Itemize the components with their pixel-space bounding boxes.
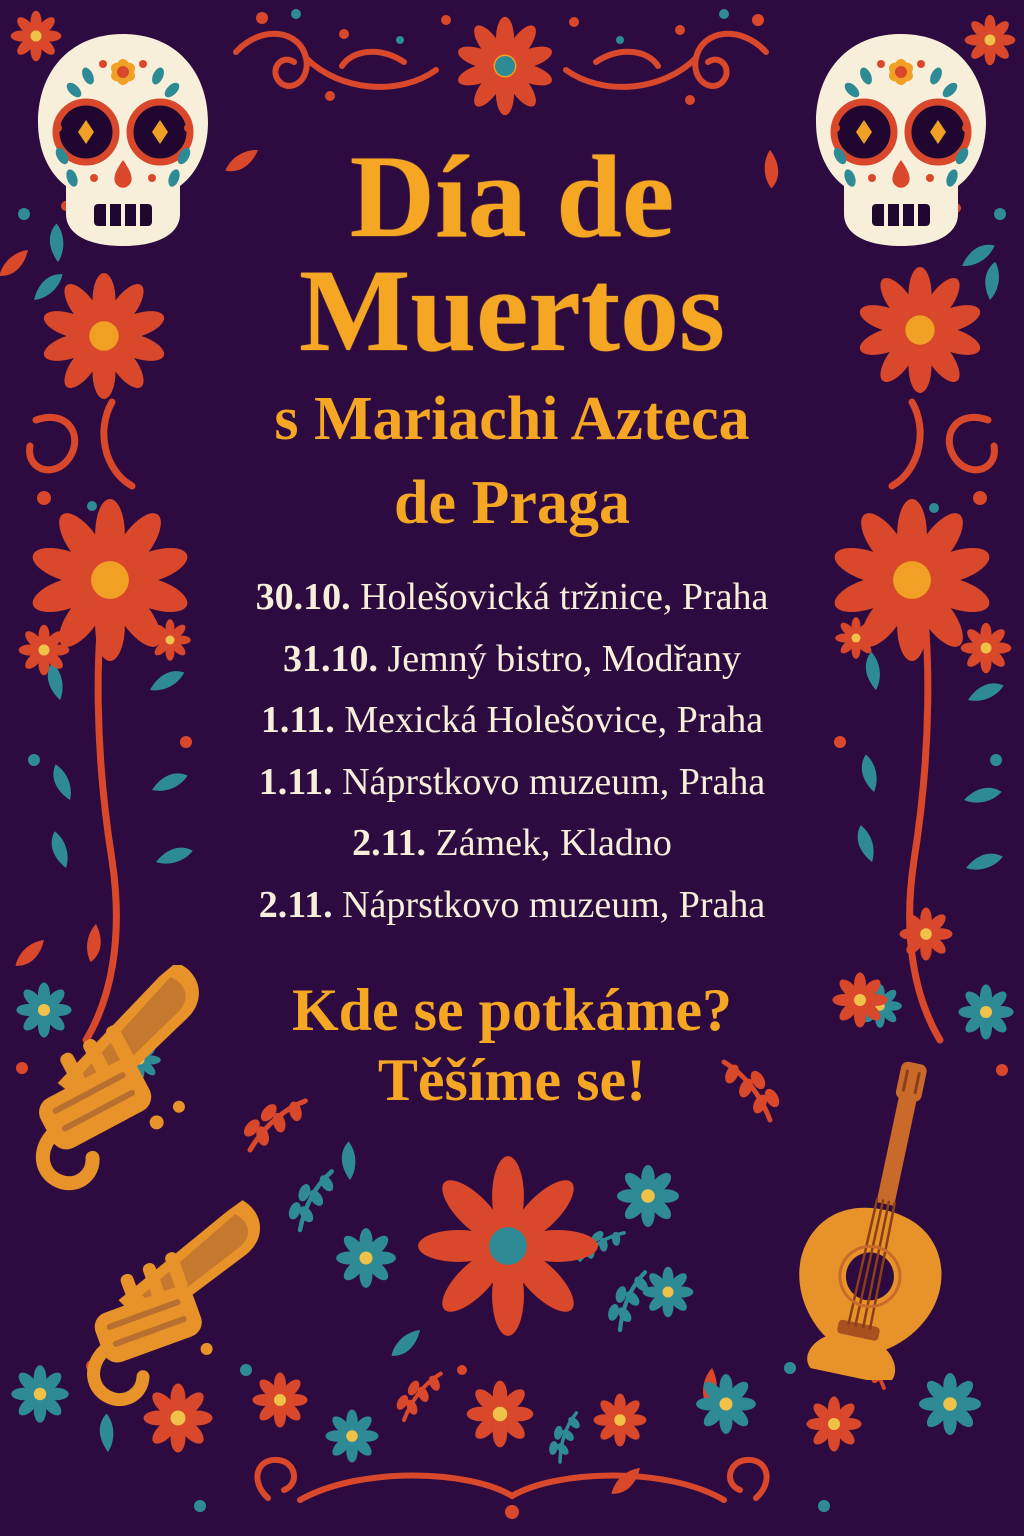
event-venue: Jemný bistro, Modřany — [387, 637, 742, 680]
event-date: 1.11. — [260, 699, 335, 742]
title-line-2: Muertos — [299, 245, 725, 377]
title-line-1: Día de — [349, 131, 675, 262]
event-date-list — [0, 567, 1024, 936]
event-date: 31.10. — [282, 637, 378, 680]
list-item — [0, 629, 1024, 691]
cta-line-2: Těšíme se! — [377, 1047, 647, 1114]
event-date: 1.11. — [258, 760, 333, 803]
list-item — [0, 567, 1024, 629]
call-to-action — [0, 975, 1024, 1115]
cta-line-1: Kde se potkáme? — [292, 977, 732, 1043]
flourish-swirl-icon — [257, 1460, 766, 1500]
list-item — [0, 875, 1024, 937]
subtitle-line-2: de Praga — [394, 469, 630, 538]
event-date: 2.11. — [258, 883, 333, 926]
event-venue: Zámek, Kladno — [435, 822, 672, 865]
list-item — [0, 752, 1024, 814]
event-date: 2.11. — [352, 822, 427, 865]
event-venue: Náprstkovo muzeum, Praha — [342, 883, 766, 926]
list-item — [0, 690, 1024, 752]
flourish-swirl-icon — [236, 34, 766, 87]
event-venue: Holešovická tržnice, Praha — [360, 576, 769, 618]
event-date: 30.10. — [255, 576, 351, 618]
event-venue: Náprstkovo muzeum, Praha — [342, 760, 766, 803]
subtitle-line-1: s Mariachi Azteca — [274, 384, 750, 453]
trumpet-icon — [58, 1185, 308, 1435]
sugar-skull-icon — [806, 28, 996, 258]
event-venue: Mexická Holešovice, Praha — [344, 699, 764, 742]
list-item — [0, 813, 1024, 875]
sugar-skull-icon — [28, 28, 218, 258]
